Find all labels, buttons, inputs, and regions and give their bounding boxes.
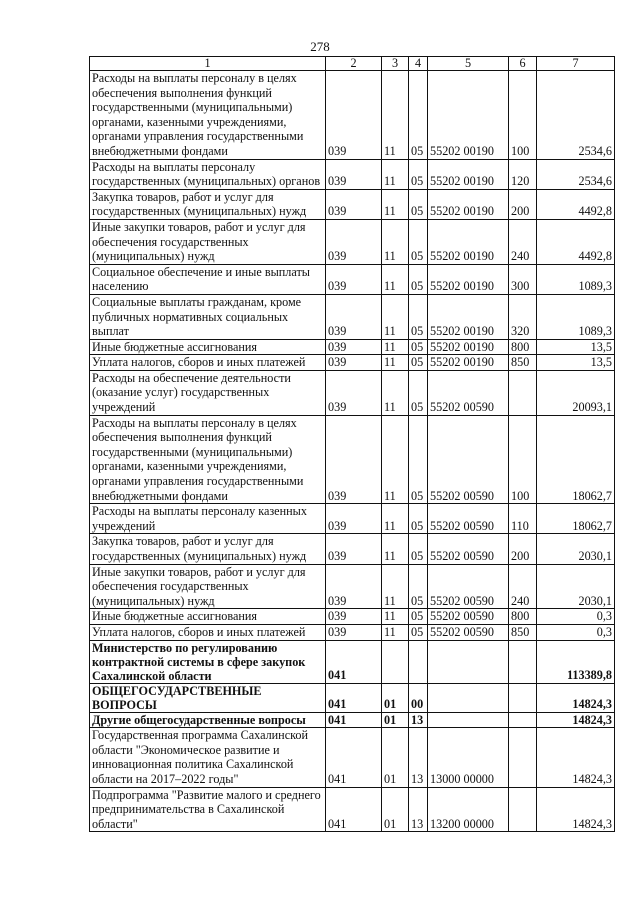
subsection-code: 05 bbox=[409, 564, 428, 609]
table-row bbox=[90, 370, 615, 415]
section-code: 11 bbox=[382, 294, 409, 339]
table-row bbox=[90, 728, 615, 787]
target-article-code: 55202 00190 bbox=[428, 189, 509, 219]
amount-value: 1089,3 bbox=[537, 294, 615, 339]
subsection-code: 05 bbox=[409, 609, 428, 625]
amount-value: 14824,3 bbox=[537, 728, 615, 787]
section-code: 11 bbox=[382, 339, 409, 355]
amount-value: 13,5 bbox=[537, 339, 615, 355]
expense-name: Иные закупки товаров, работ и услуг для обеспечения государственных (муниципальных) нужд bbox=[90, 219, 326, 264]
target-article-code: 55202 00190 bbox=[428, 355, 509, 371]
amount-value: 0,3 bbox=[537, 609, 615, 625]
subsection-code: 05 bbox=[409, 415, 428, 504]
expense-type-code: 200 bbox=[509, 189, 537, 219]
subsection-code: 05 bbox=[409, 264, 428, 294]
amount-value: 4492,8 bbox=[537, 219, 615, 264]
subsection-code: 05 bbox=[409, 534, 428, 564]
amount-value: 2534,6 bbox=[537, 71, 615, 160]
expense-type-code: 240 bbox=[509, 219, 537, 264]
amount-value: 13,5 bbox=[537, 355, 615, 371]
expense-name: Иные закупки товаров, работ и услуг для обеспечения государственных (муниципальных) нужд bbox=[90, 564, 326, 609]
table-row bbox=[90, 219, 615, 264]
expense-type-code: 800 bbox=[509, 339, 537, 355]
target-article-code: 55202 00190 bbox=[428, 159, 509, 189]
expense-name: Уплата налогов, сборов и иных платежей bbox=[90, 355, 326, 371]
target-article-code: 55202 00590 bbox=[428, 415, 509, 504]
expense-type-code bbox=[509, 728, 537, 787]
ministry-code: 039 bbox=[326, 609, 382, 625]
ministry-code: 041 bbox=[326, 787, 382, 832]
section-code: 11 bbox=[382, 355, 409, 371]
ministry-code: 039 bbox=[326, 71, 382, 160]
expense-name: Расходы на выплаты персоналу в целях обеспечения выполнения функций государственными (муниципальными) органами, казенными учреждениями, органами управления государственными внебюджетными фондами bbox=[90, 71, 326, 160]
expense-type-code: 110 bbox=[509, 504, 537, 534]
ministry-code: 039 bbox=[326, 294, 382, 339]
target-article-code: 55202 00590 bbox=[428, 534, 509, 564]
table-row bbox=[90, 71, 615, 160]
amount-value: 18062,7 bbox=[537, 415, 615, 504]
ministry-code: 039 bbox=[326, 415, 382, 504]
header-col-6: 6 bbox=[509, 57, 537, 71]
ministry-code: 041 bbox=[326, 728, 382, 787]
expense-name: Расходы на выплаты персоналу казенных учреждений bbox=[90, 504, 326, 534]
subsection-code: 00 bbox=[409, 683, 428, 712]
target-article-code: 55202 00190 bbox=[428, 219, 509, 264]
table-row bbox=[90, 624, 615, 640]
subsection-code: 05 bbox=[409, 294, 428, 339]
expense-name: Подпрограмма "Развитие малого и среднего предпринимательства в Сахалинской области" bbox=[90, 787, 326, 832]
amount-value: 1089,3 bbox=[537, 264, 615, 294]
target-article-code bbox=[428, 712, 509, 728]
expense-type-code bbox=[509, 683, 537, 712]
expense-name: Расходы на выплаты персоналу государственных (муниципальных) органов bbox=[90, 159, 326, 189]
section-code: 11 bbox=[382, 564, 409, 609]
section-code: 01 bbox=[382, 787, 409, 832]
table-row bbox=[90, 683, 615, 712]
ministry-code: 039 bbox=[326, 355, 382, 371]
expense-name: Закупка товаров, работ и услуг для государственных (муниципальных) нужд bbox=[90, 189, 326, 219]
header-col-7: 7 bbox=[537, 57, 615, 71]
subsection-code: 05 bbox=[409, 71, 428, 160]
expense-type-code bbox=[509, 370, 537, 415]
expense-name: ОБЩЕГОСУДАРСТВЕННЫЕ ВОПРОСЫ bbox=[90, 683, 326, 712]
subsection-code: 05 bbox=[409, 355, 428, 371]
target-article-code: 55202 00590 bbox=[428, 564, 509, 609]
section-code: 01 bbox=[382, 683, 409, 712]
table-row bbox=[90, 712, 615, 728]
expense-name: Расходы на выплаты персоналу в целях обеспечения выполнения функций государственными (муниципальными) органами, казенными учреждениями, органами управления государственными внебюджетными фондами bbox=[90, 415, 326, 504]
ministry-code: 039 bbox=[326, 504, 382, 534]
section-code: 11 bbox=[382, 534, 409, 564]
section-code bbox=[382, 640, 409, 683]
target-article-code: 55202 00190 bbox=[428, 339, 509, 355]
expense-name: Закупка товаров, работ и услуг для государственных (муниципальных) нужд bbox=[90, 534, 326, 564]
ministry-code: 039 bbox=[326, 264, 382, 294]
target-article-code: 55202 00590 bbox=[428, 624, 509, 640]
table-row bbox=[90, 264, 615, 294]
expense-name: Иные бюджетные ассигнования bbox=[90, 609, 326, 625]
section-code: 11 bbox=[382, 189, 409, 219]
expense-type-code: 850 bbox=[509, 355, 537, 371]
expense-name: Иные бюджетные ассигнования bbox=[90, 339, 326, 355]
table-body bbox=[90, 71, 615, 832]
ministry-code: 039 bbox=[326, 189, 382, 219]
ministry-code: 039 bbox=[326, 370, 382, 415]
table-row bbox=[90, 294, 615, 339]
expense-name: Социальные выплаты гражданам, кроме публичных нормативных социальных выплат bbox=[90, 294, 326, 339]
expense-type-code: 200 bbox=[509, 534, 537, 564]
target-article-code: 55202 00590 bbox=[428, 504, 509, 534]
expense-name: Социальное обеспечение и иные выплаты населению bbox=[90, 264, 326, 294]
section-code: 11 bbox=[382, 71, 409, 160]
amount-value: 14824,3 bbox=[537, 683, 615, 712]
section-code: 11 bbox=[382, 504, 409, 534]
subsection-code: 13 bbox=[409, 728, 428, 787]
subsection-code: 05 bbox=[409, 504, 428, 534]
target-article-code: 55202 00590 bbox=[428, 370, 509, 415]
subsection-code: 05 bbox=[409, 219, 428, 264]
table-row bbox=[90, 189, 615, 219]
expense-type-code: 120 bbox=[509, 159, 537, 189]
table-row bbox=[90, 415, 615, 504]
target-article-code: 55202 00190 bbox=[428, 264, 509, 294]
table-row bbox=[90, 609, 615, 625]
target-article-code: 13000 00000 bbox=[428, 728, 509, 787]
amount-value: 18062,7 bbox=[537, 504, 615, 534]
table-row bbox=[90, 787, 615, 832]
header-col-2: 2 bbox=[326, 57, 382, 71]
subsection-code: 05 bbox=[409, 624, 428, 640]
section-code: 11 bbox=[382, 219, 409, 264]
ministry-code: 039 bbox=[326, 564, 382, 609]
ministry-code: 041 bbox=[326, 683, 382, 712]
section-code: 01 bbox=[382, 728, 409, 787]
section-code: 11 bbox=[382, 624, 409, 640]
amount-value: 14824,3 bbox=[537, 712, 615, 728]
table-row bbox=[90, 159, 615, 189]
expense-type-code: 800 bbox=[509, 609, 537, 625]
expense-name: Государственная программа Сахалинской области "Экономическое развитие и инновационная политика Сахалинской области на 2017–2022 годы" bbox=[90, 728, 326, 787]
section-code: 11 bbox=[382, 370, 409, 415]
table-row bbox=[90, 564, 615, 609]
target-article-code: 55202 00190 bbox=[428, 294, 509, 339]
amount-value: 2030,1 bbox=[537, 534, 615, 564]
subsection-code: 13 bbox=[409, 712, 428, 728]
table-row bbox=[90, 640, 615, 683]
expense-type-code: 100 bbox=[509, 415, 537, 504]
target-article-code: 55202 00190 bbox=[428, 71, 509, 160]
expense-type-code bbox=[509, 712, 537, 728]
expense-type-code: 240 bbox=[509, 564, 537, 609]
section-code: 11 bbox=[382, 609, 409, 625]
expense-type-code bbox=[509, 640, 537, 683]
amount-value: 113389,8 bbox=[537, 640, 615, 683]
header-row bbox=[90, 57, 615, 71]
header-col-1: 1 bbox=[90, 57, 326, 71]
ministry-code: 039 bbox=[326, 159, 382, 189]
amount-value: 2534,6 bbox=[537, 159, 615, 189]
amount-value: 14824,3 bbox=[537, 787, 615, 832]
expense-type-code: 850 bbox=[509, 624, 537, 640]
page-number: 278 bbox=[310, 39, 330, 54]
table-row bbox=[90, 504, 615, 534]
ministry-code: 039 bbox=[326, 219, 382, 264]
subsection-code: 05 bbox=[409, 339, 428, 355]
expense-name: Расходы на обеспечение деятельности (оказание услуг) государственных учреждений bbox=[90, 370, 326, 415]
ministry-code: 041 bbox=[326, 712, 382, 728]
subsection-code: 13 bbox=[409, 787, 428, 832]
section-code: 11 bbox=[382, 159, 409, 189]
table-row bbox=[90, 339, 615, 355]
target-article-code bbox=[428, 640, 509, 683]
expense-type-code: 320 bbox=[509, 294, 537, 339]
table-row bbox=[90, 355, 615, 371]
ministry-code: 041 bbox=[326, 640, 382, 683]
expense-type-code bbox=[509, 787, 537, 832]
expense-name: Другие общегосударственные вопросы bbox=[90, 712, 326, 728]
ministry-code: 039 bbox=[326, 624, 382, 640]
amount-value: 2030,1 bbox=[537, 564, 615, 609]
section-code: 01 bbox=[382, 712, 409, 728]
section-code: 11 bbox=[382, 415, 409, 504]
table-row bbox=[90, 534, 615, 564]
expense-name: Министерство по регулированию контрактной системы в сфере закупок Сахалинской области bbox=[90, 640, 326, 683]
expense-type-code: 300 bbox=[509, 264, 537, 294]
header-col-3: 3 bbox=[382, 57, 409, 71]
expense-type-code: 100 bbox=[509, 71, 537, 160]
ministry-code: 039 bbox=[326, 534, 382, 564]
subsection-code bbox=[409, 640, 428, 683]
amount-value: 20093,1 bbox=[537, 370, 615, 415]
budget-table bbox=[89, 56, 615, 832]
target-article-code: 13200 00000 bbox=[428, 787, 509, 832]
ministry-code: 039 bbox=[326, 339, 382, 355]
target-article-code: 55202 00590 bbox=[428, 609, 509, 625]
header-col-4: 4 bbox=[409, 57, 428, 71]
subsection-code: 05 bbox=[409, 189, 428, 219]
amount-value: 4492,8 bbox=[537, 189, 615, 219]
subsection-code: 05 bbox=[409, 370, 428, 415]
target-article-code bbox=[428, 683, 509, 712]
expense-name: Уплата налогов, сборов и иных платежей bbox=[90, 624, 326, 640]
subsection-code: 05 bbox=[409, 159, 428, 189]
amount-value: 0,3 bbox=[537, 624, 615, 640]
header-col-5: 5 bbox=[428, 57, 509, 71]
section-code: 11 bbox=[382, 264, 409, 294]
